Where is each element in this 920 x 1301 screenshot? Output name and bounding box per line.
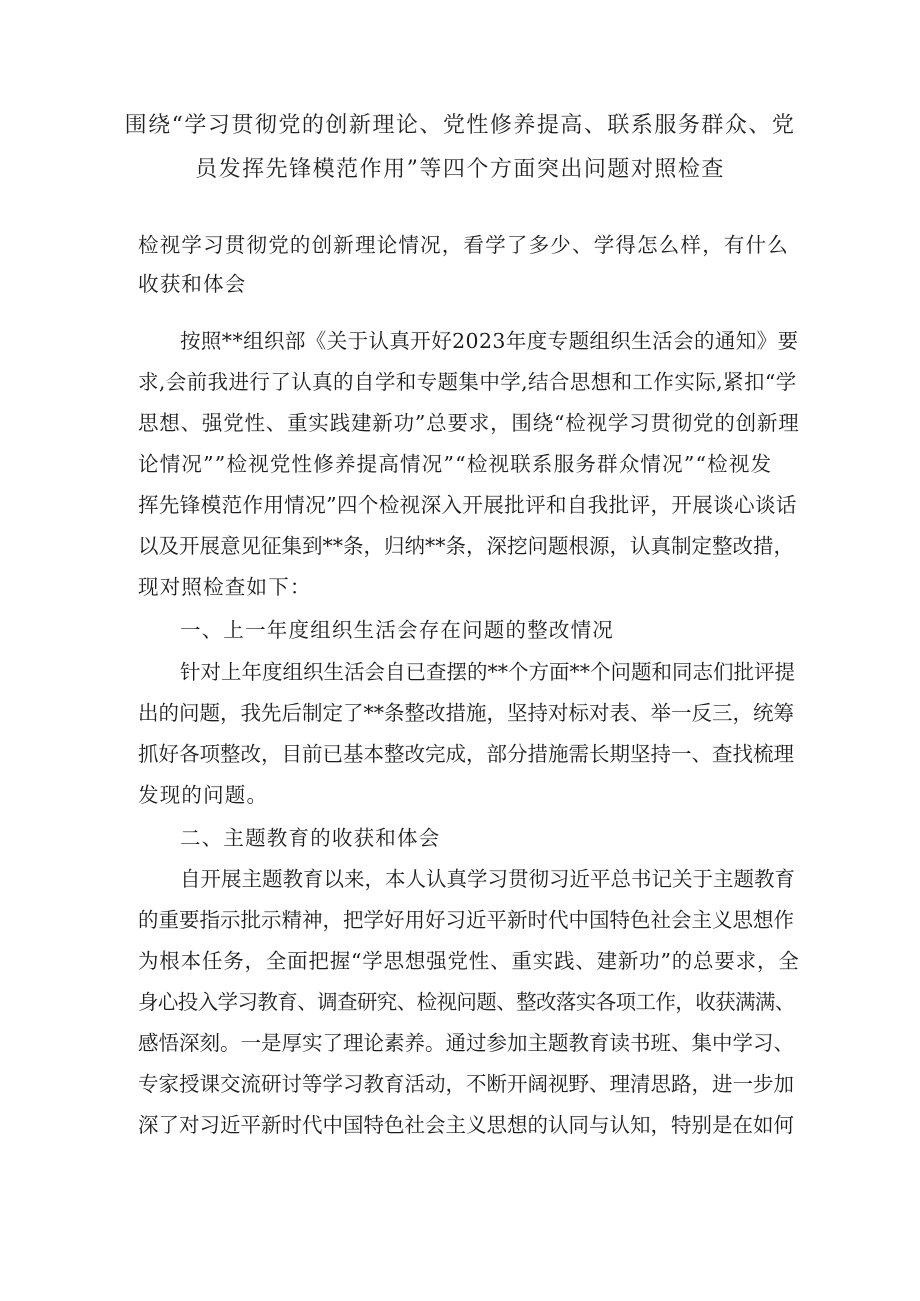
intro-line-6: 以及开展意见征集到**条，归纳**条，深挖问题根源，认真制定整改措， xyxy=(138,534,794,558)
intro-line-4: 论情况””检视党性修养提高情况”“检视联系服务群众情况”“检视发 xyxy=(138,452,773,476)
section1-line-3: 抓好各项整改，目前已基本整改完成，部分措施需长期坚持一、查找梳理 xyxy=(138,742,794,766)
section2-heading: 二、主题教育的收获和体会 xyxy=(180,826,441,850)
section1-heading: 一、上一年度组织生活会存在问题的整改情况 xyxy=(180,618,614,642)
title-line-2: 员发挥先锋模范作用”等四个方面突出问题对照检查 xyxy=(195,157,725,182)
heading-line-1: 检视学习贯彻党的创新理论情况，看学了多少、学得怎么样，有什么 xyxy=(138,233,789,257)
section1-line-4: 发现的问题。 xyxy=(138,783,269,807)
intro-line-3: 思想、强党性、重实践建新功”总要求，围绕“检视学习贯彻党的创新理 xyxy=(138,411,800,435)
section2-line-2: 的重要指示批示精神，把学好用好习近平新时代中国特色社会主义思想作 xyxy=(138,908,794,932)
document-title xyxy=(120,104,800,192)
intro-line-7: 现对照检查如下： xyxy=(138,575,312,599)
section1-line-2: 出的问题，我先后制定了**条整改措施，坚持对标对表、举一反三，统筹 xyxy=(138,701,794,725)
section1-line-1: 针对上年度组织生活会自已查摆的**个方面**个问题和同志们批评提 xyxy=(180,660,795,684)
intro-line-1: 按照**组织部《关于认真开好2023年度专题组织生活会的通知》要 xyxy=(180,329,799,353)
section2-line-4: 身心投入学习教育、调查研究、检视问题、整改落实各项工作，收获满满、 xyxy=(138,990,795,1014)
intro-line-5: 挥先锋模范作用情况”四个检视深入开展批评和自我批评，开展谈心谈话 xyxy=(138,493,797,517)
section2-line-7: 深了对习近平新时代中国特色社会主义思想的认同与认知，特别是在如何 xyxy=(138,1113,794,1137)
section2-line-6: 专家授课交流研讨等学习教育活动，不断开阔视野、理清思路，进一步加 xyxy=(138,1072,794,1096)
section2-line-3: 为根本任务，全面把握“学思想强党性、重实践、建新功”的总要求，全 xyxy=(138,949,800,973)
section2-line-5: 感悟深刻。一是厚实了理论素养。通过参加主题教育读书班、集中学习、 xyxy=(138,1031,794,1055)
heading-line-2: 收获和体会 xyxy=(138,272,247,296)
title-line-1: 围绕“学习贯彻党的创新理论、党性修养提高、联系服务群众、党 xyxy=(124,113,796,138)
intro-line-2: 求,会前我进行了认真的自学和专题集中学,结合思想和工作实际,紧扣“学 xyxy=(138,370,797,394)
section2-line-1: 自开展主题教育以来，本人认真学习贯彻习近平总书记关于主题教育 xyxy=(180,867,795,891)
